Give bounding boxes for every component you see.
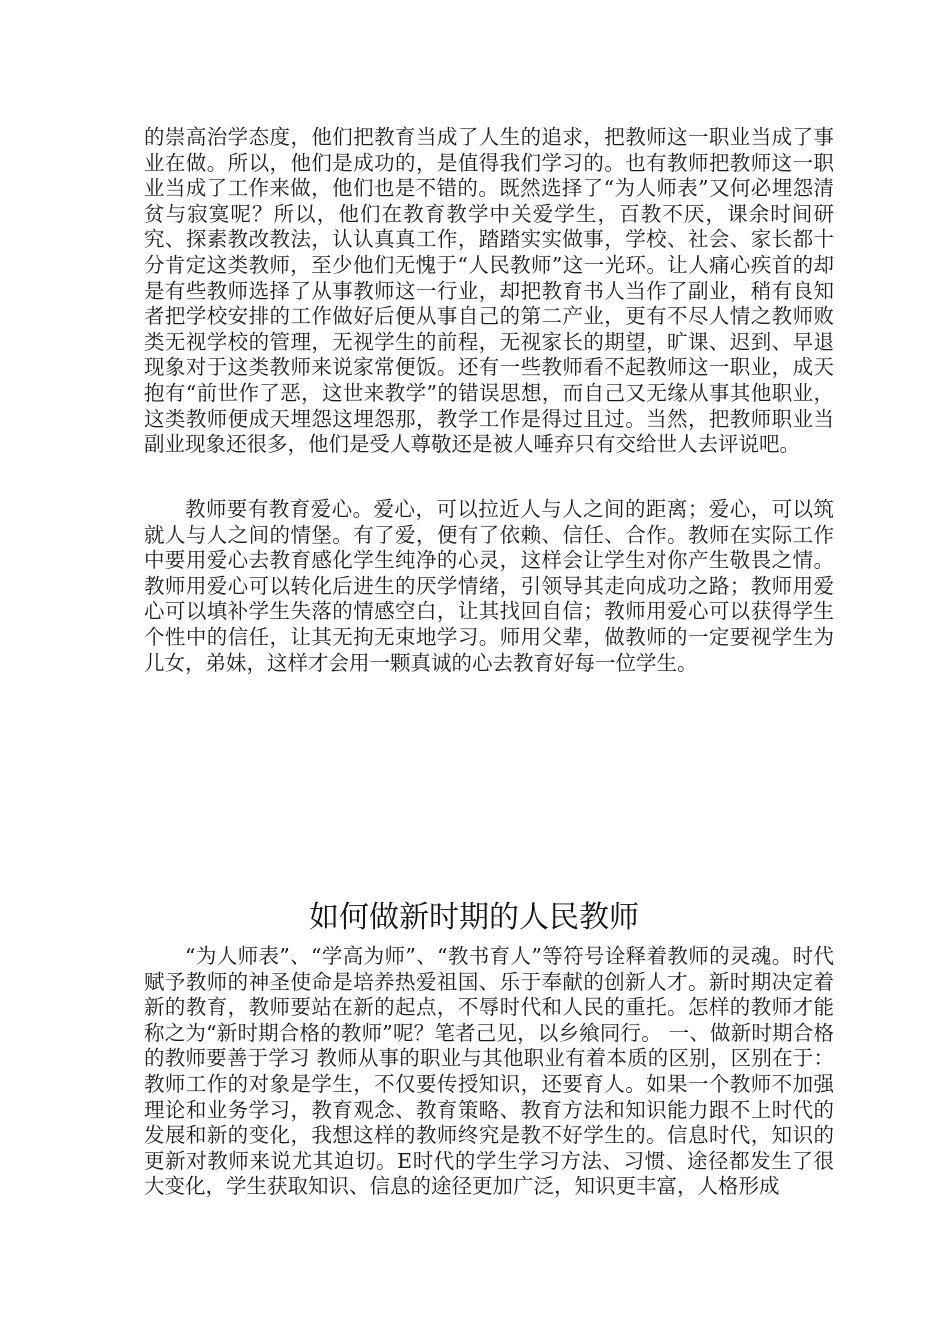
section-title: 如何做新时期的人民教师	[309, 900, 639, 935]
body-paragraph-3: “为人师表”、“学高为师”、“教书育人”等符号诠释着教师的灵魂。时代赋予教师的神圣使命是培养热爱祖国、乐于奉献的创新人才。新时期决定着新的教育，教师要站在新的起点，不辱时代和人民的重托。怎样的教师才能称之为“新时期合格的教师”呢？笔者己见，以乡飨同行。 一、做新时期合格的教师要善于学习 教师从事的职业与其他职业有着本质的区别，区别在于：教师工作的对象是学生，不仅要传授知识，还要育人。如果一个教师不加强理论和业务学习，教育观念、教育策略、教育方法和知识能力跟不上时代的发展和新的变化，我想这样的教师终究是教不好学生的。信息时代，知识的更新对教师来说尤其迫切。E时代的学生学习方法、习惯、途径都发生了很大变化，学生获取知识、信息的途径更加广泛，知识更丰富，人格形成	[144, 944, 834, 1199]
body-paragraph-1: 的崇高治学态度，他们把教育当成了人生的追求，把教师这一职业当成了事业在做。所以，他们是成功的，是值得我们学习的。也有教师把教师这一职业当成了工作来做，他们也是不错的。既然选择了“为人师表”又何必埋怨清贫与寂寞呢？所以，他们在教育教学中关爱学生，百教不厌，课余时间研究、探素教改教法，认认真真工作，踏踏实实做事，学校、社会、家长都十分肯定这类教师，至少他们无愧于“人民教师”这一光环。让人痛心疾首的却是有些教师选择了从事教师这一行业，却把教育书人当作了副业，稍有良知者把学校安排的工作做好后便从事自己的第二产业，更有不尽人情之教师败类无视学校的管理，无视学生的前程，无视家长的期望，旷课、迟到、早退现象对于这类教师来说家常便饭。还有一些教师看不起教师这一职业，成天抱有“前世作了恶，这世来教学”的错误思想，而自己又无缘从事其他职业，这类教师便成天埋怨这埋怨那，教学工作是得过且过。当然，把教师职业当副业现象还很多，他们是受人尊敬还是被人唾弃只有交给世人去评说吧。	[144, 125, 834, 457]
body-paragraph-2: 教师要有教育爱心。爱心，可以拉近人与人之间的距离；爱心，可以筑就人与人之间的情堡。有了爱，便有了依赖、信任、合作。教师在实际工作中要用爱心去教育感化学生纯净的心灵，这样会让学生对你产生敬畏之情。教师用爱心可以转化后进生的厌学情绪，引领导其走向成功之路；教师用爱心可以填补学生失落的情感空白，让其找回自信；教师用爱心可以获得学生个性中的信任，让其无拘无束地学习。师用父辈，做教师的一定要视学生为儿女，弟妹，这样才会用一颗真诚的心去教育好每一位学生。	[144, 497, 834, 675]
